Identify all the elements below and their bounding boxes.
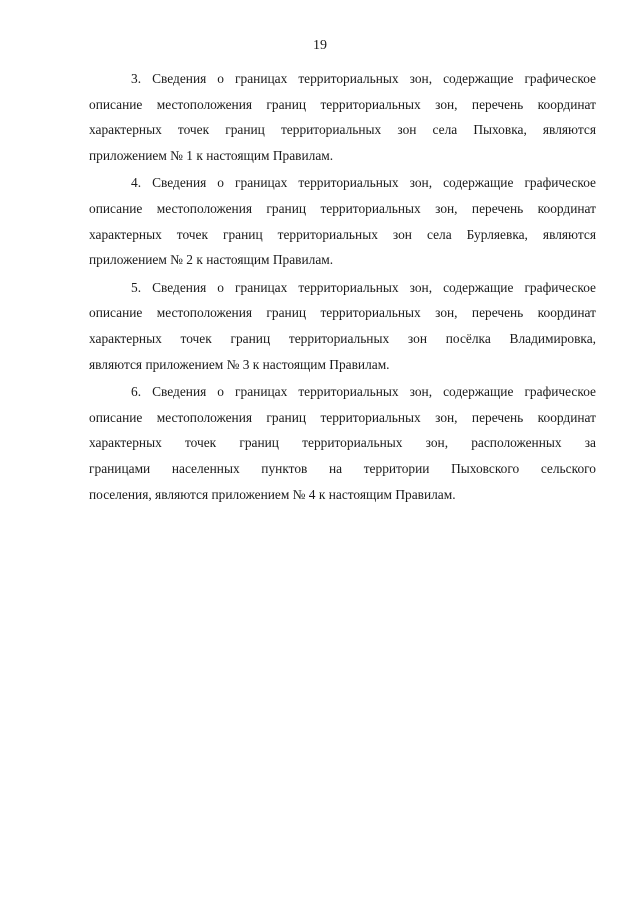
paragraph-line: описание местоположения границ территориальных зон, перечень координат (89, 200, 596, 216)
paragraph-line: приложением № 2 к настоящим Правилам. (89, 252, 334, 268)
paragraph-line: 5. Сведения о границах территориальных зон, содержащие графическое (131, 279, 596, 295)
paragraph-line: границами населенных пунктов на территории Пыховского сельского (89, 460, 596, 476)
paragraph-line: 6. Сведения о границах территориальных зон, содержащие графическое (131, 384, 596, 400)
paragraph-line: характерных точек границ территориальных зон, расположенных за (89, 435, 596, 451)
paragraph-line: 3. Сведения о границах территориальных зон, содержащие графическое (131, 71, 596, 86)
paragraph-3 (89, 66, 596, 168)
paragraph-line: характерных точек границ территориальных зон села Пыховка, являются (89, 122, 596, 138)
page-number: 19 (313, 38, 327, 53)
paragraph-line: характерных точек границ территориальных зон села Бурляевка, являются (89, 226, 596, 242)
paragraph-5 (89, 275, 596, 377)
paragraph-line: характерных точек границ территориальных зон посёлка Владимировка, (89, 330, 596, 346)
paragraph-line: поселения, являются приложением № 4 к настоящим Правилам. (89, 486, 456, 502)
document-body (89, 66, 596, 509)
paragraph-line: являются приложением № 3 к настоящим Правилам. (89, 356, 390, 372)
paragraph-line: описание местоположения границ территориальных зон, перечень координат (89, 305, 596, 321)
paragraph-line: описание местоположения границ территориальных зон, перечень координат (89, 409, 596, 425)
paragraph-line: приложением № 1 к настоящим Правилам. (89, 147, 334, 163)
paragraph-line: 4. Сведения о границах территориальных зон, содержащие графическое (131, 175, 596, 191)
paragraph-4 (89, 170, 596, 272)
paragraph-6 (89, 379, 596, 507)
paragraph-line: описание местоположения границ территориальных зон, перечень координат (89, 96, 596, 112)
